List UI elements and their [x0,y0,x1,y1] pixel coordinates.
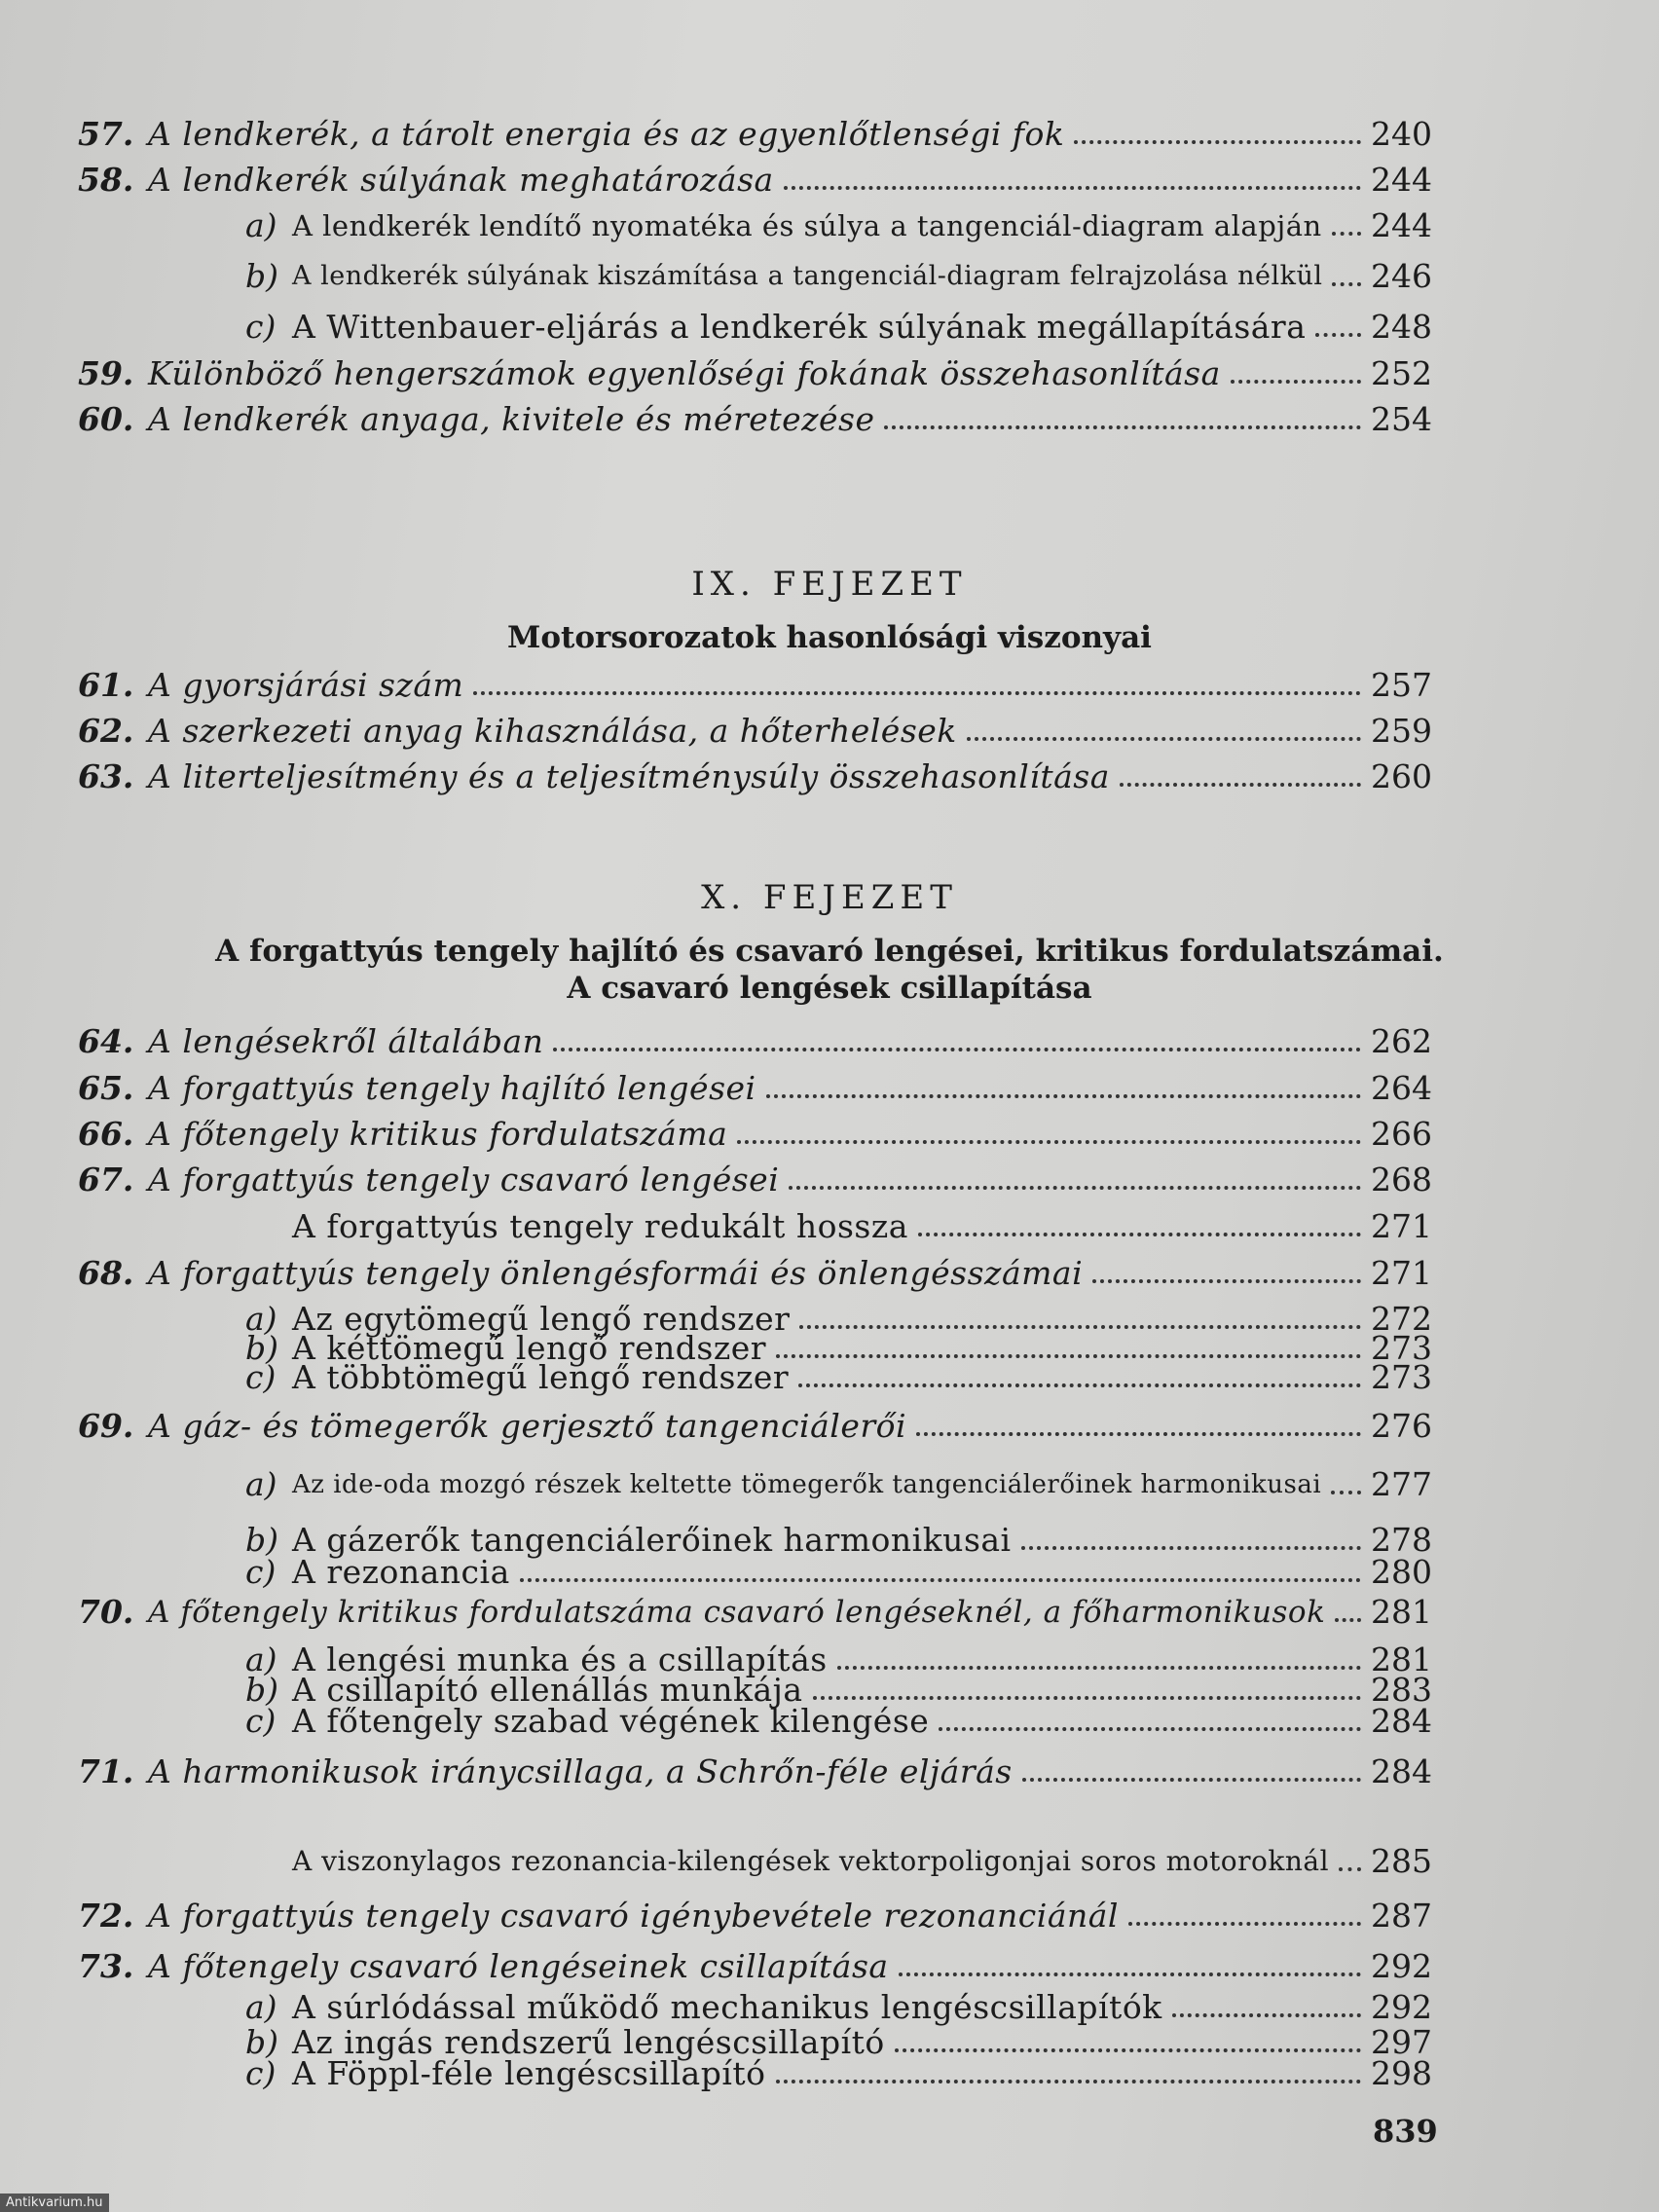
leader-dots [520,1574,1361,1582]
toc-entry-title: Az ingás rendszerű lengéscsillapító [292,2023,885,2061]
toc-entry-title: A forgattyús tengely önlengésformái és önlengésszámai [148,1254,1084,1292]
page-number: 839 [1373,2113,1438,2150]
toc-page-number: 260 [1371,757,1432,795]
toc-entry-title: A forgattyús tengely hajlító lengései [148,1069,756,1107]
leader-dots [899,1969,1361,1976]
toc-entry-title: A Föppl-féle lengéscsillapító [292,2054,766,2092]
toc-entry [78,1465,1431,1504]
leader-dots [776,1350,1361,1358]
toc-page-number: 281 [1371,1593,1432,1631]
toc-page-number: 278 [1371,1521,1432,1559]
toc-page-number: 284 [1371,1752,1432,1790]
toc-entry [78,161,1431,200]
toc-entry-title: A lendkerék súlyának kiszámítása a tangenciál-diagram felrajzolása nélkül [292,261,1323,291]
toc-entry [78,206,1431,245]
toc-subentry-label: c) [245,308,276,346]
toc-entry-number: 61. [78,666,134,704]
toc-entry-title: A főtengely szabad végének kilengése [292,1702,930,1740]
toc-entry-title: Az ide-oda mozgó részek keltette tömegerők tangenciálerőinek harmonikusai [292,1470,1322,1499]
toc-entry [78,1842,1431,1881]
toc-entry-title: A kéttömegű lengő rendszer [292,1329,767,1367]
toc-entry [78,1897,1431,1936]
leader-dots [784,182,1361,190]
toc-page-number: 257 [1371,666,1432,704]
leader-dots [1339,1863,1361,1871]
chapter-title-x-line2: A csavaró lengések csillapítása [567,971,1092,1006]
leader-dots [553,1044,1361,1051]
toc-page-number: 292 [1371,1988,1432,2026]
leader-dots [1021,1542,1361,1550]
toc-entry [78,354,1431,393]
toc-subentry-label: c) [245,1358,276,1396]
toc-page-number: 240 [1371,115,1432,153]
toc-entry [78,1702,1431,1741]
toc-entry-title: A lendkerék lendítő nyomatéka és súlya a tangenciál-diagram alapján [292,209,1322,242]
leader-dots [1074,136,1361,144]
toc-entry-title: A harmonikusok iránycsillaga, a Schrőn-féle eljárás [148,1752,1013,1790]
toc-entry-number: 71. [78,1752,134,1790]
leader-dots [1335,1614,1361,1622]
toc-subentry-label: b) [245,2023,278,2061]
toc-page-number: 271 [1371,1254,1432,1292]
toc-entry [78,1254,1431,1293]
toc-page-number: 276 [1371,1407,1432,1445]
toc-entry-number: 62. [78,712,134,750]
leader-dots [1022,1774,1361,1782]
toc-page-number: 268 [1371,1161,1432,1198]
leader-dots [737,1136,1361,1144]
toc-entry-number: 67. [78,1161,134,1198]
leader-dots [837,1662,1361,1670]
toc-entry [78,666,1431,705]
toc-subentry-label: c) [245,1553,276,1591]
toc-entry-title: A főtengely csavaró lengéseinek csillapítása [148,1947,889,1985]
toc-entry [78,712,1431,751]
toc-page-number: 297 [1371,2023,1432,2061]
toc-subentry-label: a) [245,206,277,244]
toc-page-number: 246 [1371,257,1432,295]
toc-page-number: 259 [1371,712,1432,750]
toc-entry-number: 64. [78,1022,134,1060]
toc-subentry-label: a) [245,1300,277,1338]
toc-page-number: 273 [1371,1329,1432,1367]
leader-dots [813,1692,1361,1700]
toc-entry-number: 70. [78,1593,134,1631]
leader-dots [1332,278,1361,286]
toc-page-number: 285 [1371,1842,1432,1880]
toc-subentry-label: a) [245,1465,277,1503]
toc-entry-title: A gázerők tangenciálerőinek harmonikusai [292,1521,1012,1559]
leader-dots [776,2076,1361,2083]
toc-entry-title: A forgattyús tengely redukált hossza [292,1207,908,1245]
toc-entry-title: Különböző hengerszámok egyenlőségi fokának összehasonlítása [148,354,1221,392]
leader-dots [799,1321,1361,1329]
leader-dots [798,1380,1361,1387]
toc-entry-number: 72. [78,1897,134,1935]
leader-dots [939,1723,1361,1731]
toc-page-number: 244 [1371,161,1432,199]
toc-page-number: 287 [1371,1897,1432,1935]
toc-entry-number: 66. [78,1115,134,1153]
toc-entry-title: A főtengely kritikus fordulatszáma csavaró lengéseknél, a főharmonikusok [148,1595,1326,1630]
toc-entry [78,757,1431,796]
toc-page-number: 248 [1371,308,1432,346]
toc-entry [78,1022,1431,1061]
leader-dots [916,1428,1361,1436]
toc-entry-title: A szerkezeti anyag kihasználása, a hőterhelések [148,712,957,750]
toc-page-number: 277 [1371,1465,1432,1503]
toc-subentry-label: c) [245,2054,276,2092]
toc-page-number: 280 [1371,1553,1432,1591]
toc-entry-title: A lendkerék súlyának meghatározása [148,161,774,199]
toc-entry [78,400,1431,439]
toc-entry-title: A súrlódással működő mechanikus lengéscsillapítók [292,1988,1162,2026]
leader-dots [884,422,1361,429]
toc-entry [78,1553,1431,1592]
toc-entry [78,115,1431,154]
toc-entry-number: 68. [78,1254,134,1292]
toc-entry-title: A lengési munka és a csillapítás [292,1641,828,1678]
leader-dots [1092,1275,1361,1283]
toc-page-number: 244 [1371,206,1432,244]
leader-dots [1332,228,1361,236]
toc-page-number: 292 [1371,1947,1432,1985]
toc-entry [78,1988,1431,2027]
toc-subentry-label: c) [245,1702,276,1740]
toc-entry-title: A csillapító ellenállás munkája [292,1671,803,1709]
leader-dots [1128,1918,1361,1926]
toc-subentry-label: b) [245,1671,278,1709]
toc-entry-number: 59. [78,354,134,392]
leader-dots [789,1182,1361,1190]
toc-entry [78,1069,1431,1108]
toc-page-number: 264 [1371,1069,1432,1107]
leader-dots [1120,779,1361,787]
toc-page-number: 273 [1371,1358,1432,1396]
toc-entry-title: A lengésekről általában [148,1022,544,1060]
toc-page-number: 281 [1371,1641,1432,1678]
toc-entry-title: A literteljesítmény és a teljesítménysúly összehasonlítása [148,757,1110,795]
toc-entry-title: Az egytömegű lengő rendszer [292,1300,791,1338]
leader-dots [1331,1487,1361,1494]
toc-entry-number: 73. [78,1947,134,1985]
watermark-logo: Antikvarium.hu [0,2194,109,2212]
toc-entry-title: A viszonylagos rezonancia-kilengések vektorpoligonjai soros motoroknál [292,1845,1330,1877]
toc-page-number: 284 [1371,1702,1432,1740]
toc-entry-number: 58. [78,161,134,199]
toc-entry [78,1358,1431,1397]
toc-entry-title: A lendkerék, a tárolt energia és az egyenlőtlenségi fok [148,115,1065,153]
leader-dots [766,1090,1361,1098]
toc-entry [78,1161,1431,1199]
toc-entry [78,1207,1431,1246]
chapter-title-x-line1: A forgattyús tengely hajlító és csavaró lengései, kritikus fordulatszámai. [215,934,1444,969]
toc-page-number: 262 [1371,1022,1432,1060]
toc-entry [78,257,1431,296]
toc-entry-title: A gáz- és tömegerők gerjesztő tangenciálerői [148,1407,907,1445]
leader-dots [1172,2009,1361,2017]
toc-entry-number: 57. [78,115,134,153]
toc-page-number: 272 [1371,1300,1432,1338]
toc-subentry-label: b) [245,1329,278,1367]
leader-dots [473,687,1361,695]
toc-entry-title: A főtengely kritikus fordulatszáma [148,1115,728,1153]
leader-dots [967,733,1361,741]
toc-entry-number: 65. [78,1069,134,1107]
toc-page-number: 298 [1371,2054,1432,2092]
leader-dots [895,2045,1361,2052]
toc-subentry-label: b) [245,257,278,295]
toc-entry [78,1947,1431,1986]
toc-entry-number: 69. [78,1407,134,1445]
leader-dots [1231,376,1361,384]
toc-entry-number: 60. [78,400,134,438]
toc-entry-title: A gyorsjárási szám [148,666,464,704]
toc-page-number: 271 [1371,1207,1432,1245]
toc-entry [78,2054,1431,2093]
toc-entry-title: A forgattyús tengely csavaró lengései [148,1161,780,1198]
chapter-heading-ix: IX. FEJEZET [691,565,968,604]
toc-entry-title: A rezonancia [292,1553,510,1591]
toc-page-number: 252 [1371,354,1432,392]
toc-entry [78,1593,1431,1632]
toc-subentry-label: b) [245,1521,278,1559]
leader-dots [1315,329,1361,337]
toc-entry-title: A Wittenbauer-eljárás a lendkerék súlyának megállapítására [292,308,1307,346]
toc-page-number: 254 [1371,400,1432,438]
toc-entry-number: 63. [78,757,134,795]
toc-entry [78,1407,1431,1446]
toc-page-number: 266 [1371,1115,1432,1153]
chapter-title-ix: Motorsorozatok hasonlósági viszonyai [507,620,1152,655]
leader-dots [918,1229,1361,1236]
toc-entry-title: A forgattyús tengely csavaró igénybevétele rezonanciánál [148,1897,1119,1935]
toc-subentry-label: a) [245,1988,277,2026]
toc-subentry-label: a) [245,1641,277,1678]
toc-entry-title: A többtömegű lengő rendszer [292,1358,790,1396]
chapter-heading-x: X. FEJEZET [701,878,958,917]
toc-entry [78,1752,1431,1791]
toc-entry-title: A lendkerék anyaga, kivitele és méretezése [148,400,875,438]
toc-entry [78,308,1431,347]
toc-entry [78,1115,1431,1154]
toc-page-number: 283 [1371,1671,1432,1709]
